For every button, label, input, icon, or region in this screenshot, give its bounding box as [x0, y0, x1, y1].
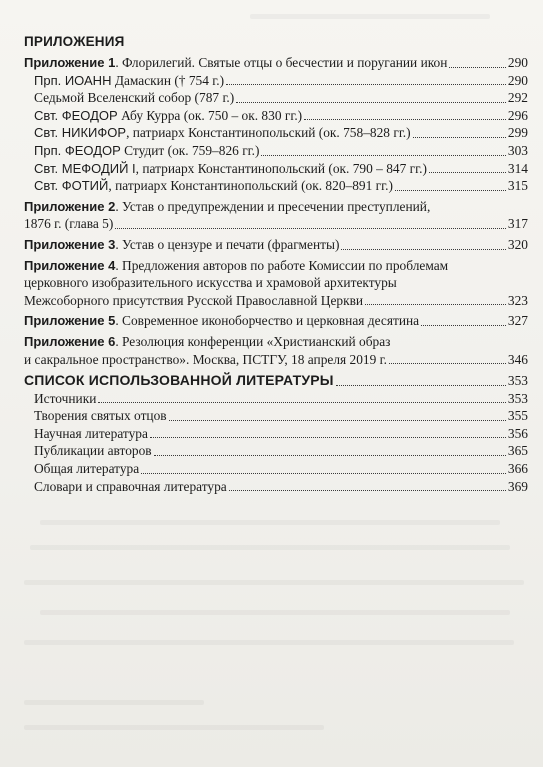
appendix-label: Приложение 3	[24, 236, 116, 252]
page-number: 290	[507, 55, 528, 70]
toc-subentry[interactable]	[24, 72, 528, 90]
author-name: Прп. ИОАНН	[34, 72, 112, 88]
bleed-through-text	[24, 640, 514, 645]
leader-dots	[141, 473, 506, 474]
leader-dots	[336, 385, 506, 386]
toc-subentry-fathers[interactable]	[24, 407, 528, 425]
author-name: Свт. ФЕОДОР	[34, 107, 118, 123]
appendix-title-line: . Устав о предупреждении и пресечении преступлений,	[115, 198, 431, 214]
page-number: 299	[507, 125, 528, 141]
appendix-label: Приложение 6	[24, 333, 116, 349]
toc-subentry[interactable]	[24, 160, 528, 178]
appendix-title: . Устав о цензуре и печати (фрагменты)	[115, 236, 340, 252]
appendix-title-line: Межсоборного присутствия Русской Православной Церкви	[24, 292, 364, 308]
bleed-through-text	[24, 700, 204, 705]
appendix-label: Приложение 2	[24, 198, 116, 214]
bleed-through-text	[40, 610, 510, 615]
author-name: Прп. ФЕОДОР	[34, 142, 121, 158]
subentry-title: Седьмой Вселенский собор (787 г.)	[34, 90, 235, 106]
appendix-label: Приложение 1	[24, 55, 116, 70]
toc-entry-appendix-6[interactable]	[24, 333, 528, 368]
toc-entry-appendix-3[interactable]	[24, 236, 528, 254]
author-details: Абу Курра (ок. 750 – ок. 830 гг.)	[117, 107, 303, 123]
leader-dots	[98, 402, 506, 403]
page-number: 365	[507, 443, 528, 459]
bleed-through-text	[24, 580, 524, 585]
bibliography-heading: СПИСОК ИСПОЛЬЗОВАННОЙ ЛИТЕРАТУРЫ	[24, 372, 334, 389]
toc-subentry[interactable]	[24, 89, 528, 107]
toc-subentry-general[interactable]	[24, 460, 528, 478]
leader-dots	[413, 137, 506, 138]
page-number: 315	[507, 178, 528, 194]
leader-dots	[304, 119, 506, 120]
leader-dots	[341, 249, 505, 250]
appendix-title: . Флорилегий. Святые отцы о бесчестии и поругании икон	[115, 55, 448, 70]
appendix-title-line: . Резолюция конференции «Христианский образ	[115, 333, 391, 349]
author-details: Студит (ок. 759–826 гг.)	[120, 142, 260, 158]
leader-dots	[261, 155, 505, 156]
toc-subentry[interactable]	[24, 107, 528, 125]
leader-dots	[154, 455, 506, 456]
page-number: 353	[507, 373, 528, 389]
leader-dots	[226, 84, 506, 85]
subentry-title: Научная литература	[34, 425, 148, 441]
author-details: , патриарх Константинопольский (ок. 820–891 гг.)	[108, 178, 393, 194]
bleed-through-text	[24, 725, 324, 730]
leader-dots	[449, 67, 505, 68]
table-of-contents	[24, 32, 528, 495]
toc-subentry[interactable]	[24, 177, 528, 195]
bleed-through-text	[40, 520, 500, 525]
toc-subentry-author-publications[interactable]	[24, 442, 528, 460]
toc-subentry-scientific[interactable]	[24, 425, 528, 443]
author-name: Свт. НИКИФОР	[34, 125, 127, 141]
page-number: 290	[507, 72, 528, 88]
page-number: 353	[507, 390, 528, 406]
page-number: 296	[507, 107, 528, 123]
toc-subentry[interactable]	[24, 142, 528, 160]
page-number: 303	[507, 142, 528, 158]
appendices-heading: ПРИЛОЖЕНИЯ	[24, 34, 125, 49]
toc-entry-appendix-5[interactable]	[24, 312, 528, 330]
author-name: Свт. ФОТИЙ	[34, 178, 109, 194]
toc-entry-appendix-1[interactable]	[24, 54, 528, 72]
toc-entry-appendix-4[interactable]	[24, 257, 528, 310]
subentry-title: Источники	[34, 390, 97, 406]
leader-dots	[429, 172, 506, 173]
leader-dots	[169, 420, 506, 421]
toc-entry-appendix-2[interactable]	[24, 198, 528, 233]
leader-dots	[236, 102, 506, 103]
appendix-title: . Современное иконоборчество и церковная десятина	[115, 313, 420, 329]
leader-dots	[395, 190, 506, 191]
appendix-label: Приложение 4	[24, 257, 116, 273]
page-number: 314	[507, 160, 528, 176]
leader-dots	[115, 228, 506, 229]
author-name: Свт. МЕФОДИЙ I	[34, 160, 136, 176]
toc-entry-bibliography[interactable]	[24, 372, 528, 390]
page-number: 323	[507, 292, 528, 308]
page-number: 346	[507, 351, 528, 367]
appendix-title-line: 1876 г. (глава 5)	[24, 216, 114, 232]
page-number: 366	[507, 461, 528, 477]
page-number: 320	[507, 236, 528, 252]
appendix-title-line: и сакральное пространство». Москва, ПСТГУ, 18 апреля 2019 г.	[24, 351, 388, 367]
subentry-title: Общая литература	[34, 461, 140, 477]
leader-dots	[229, 490, 506, 491]
leader-dots	[150, 437, 506, 438]
leader-dots	[365, 304, 506, 305]
bleed-through-text	[30, 545, 510, 550]
leader-dots	[421, 325, 506, 326]
appendix-title-line: . Предложения авторов по работе Комиссии по проблемам	[115, 257, 449, 273]
page-number: 369	[507, 478, 528, 494]
author-details: Дамаскин († 754 г.)	[111, 72, 225, 88]
appendix-title-line: церковного изобразительного искусства и храмовой архитектуры	[24, 275, 397, 291]
page-number: 327	[507, 313, 528, 329]
appendix-label: Приложение 5	[24, 313, 116, 329]
toc-subentry-sources[interactable]	[24, 390, 528, 408]
toc-subentry-dictionaries[interactable]	[24, 478, 528, 496]
author-details: , патриарх Константинопольский (ок. 790 – 847 гг.)	[135, 160, 427, 176]
toc-subentry[interactable]	[24, 124, 528, 142]
page-number: 355	[507, 408, 528, 424]
leader-dots	[389, 363, 506, 364]
page-number: 317	[507, 216, 528, 232]
bleed-through-text	[250, 14, 490, 19]
author-details: , патриарх Константинопольский (ок. 758–828 гг.)	[126, 125, 411, 141]
page-number: 356	[507, 425, 528, 441]
subentry-title: Творения святых отцов	[34, 408, 167, 424]
page-number: 292	[507, 90, 528, 106]
subentry-title: Словари и справочная литература	[34, 478, 227, 494]
subentry-title: Публикации авторов	[34, 443, 152, 459]
